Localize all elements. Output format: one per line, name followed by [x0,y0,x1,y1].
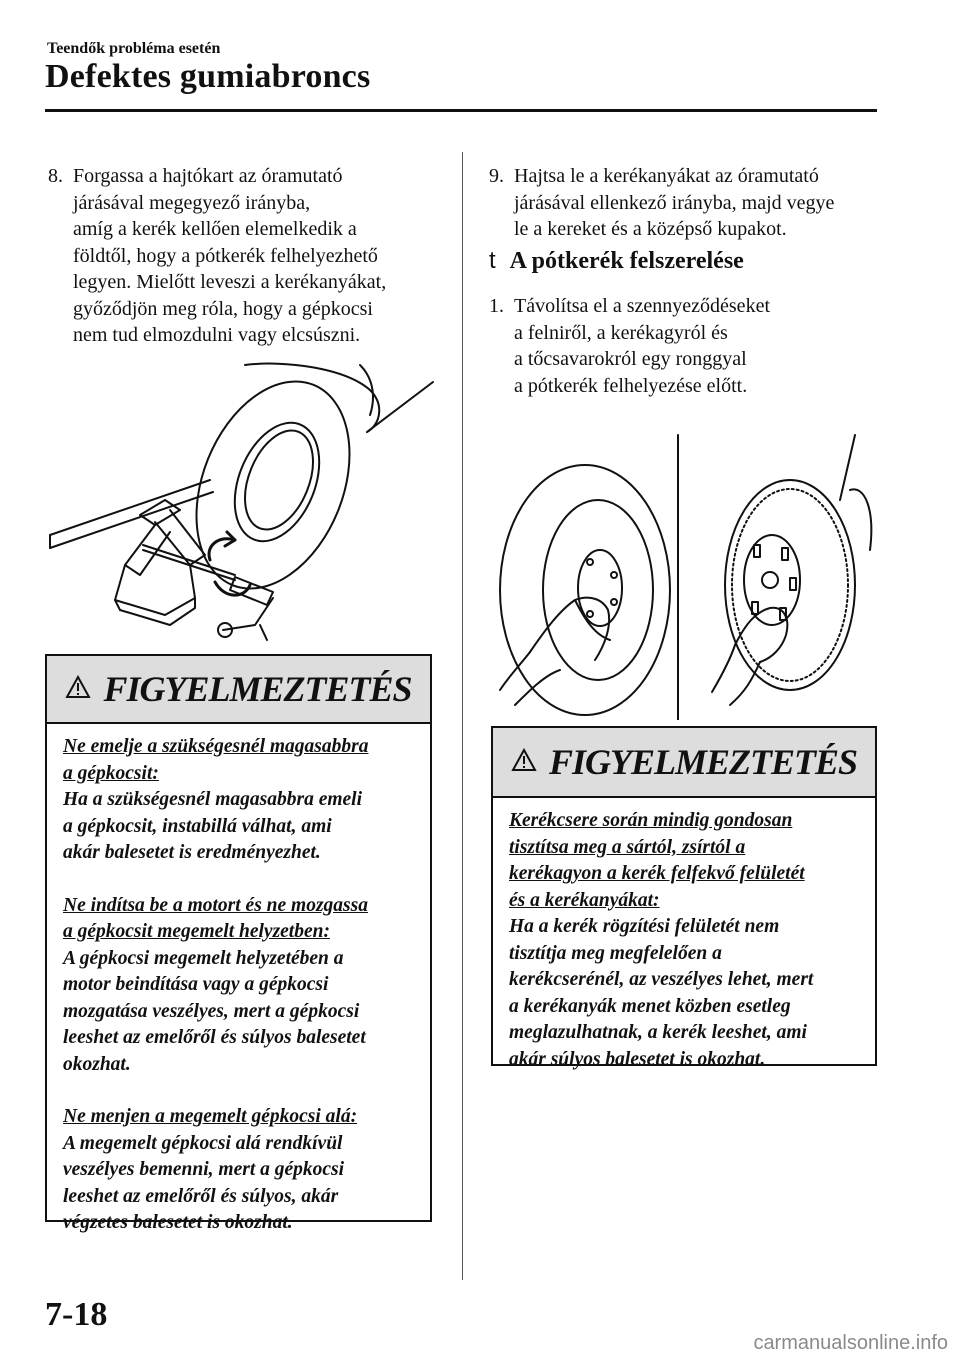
step-line: a felniről, a kerékagyról és [514,321,728,344]
warning-title-line: tisztítsa meg a sártól, zsírtól a [509,836,746,858]
jack-lifting-wheel-illustration [45,360,435,650]
warning-text-line: akár súlyos balesetet is okozhat. [509,1048,766,1070]
warning-text-line: okozhat. [63,1053,131,1075]
title-rule [45,109,877,112]
step-line: a pótkerék felhelyezése előtt. [514,374,748,397]
warning-header [47,656,430,724]
page-title: Defektes gumiabroncs [45,58,371,95]
step-line: járásával megegyező irányba, [73,191,311,214]
step-line: a tőcsavarokról egy ronggyal [514,348,747,370]
warning-text-line: leeshet az emelőről és súlyos, akár [63,1185,339,1207]
step-8 [48,163,448,349]
step-number: 8. [48,165,63,187]
warning-text-line: akár balesetet is eredményezhet. [63,842,321,863]
warning-text-line: A gépkocsi megemelt helyzetében a [63,947,344,969]
warning-text-line: motor beindítása vagy a gépkocsi [63,974,329,995]
warning-heading: FIGYELMEZTETÉS [103,669,412,709]
step-line: járásával ellenkező irányba, majd vegye [514,191,835,214]
step-line: földtől, hogy a pótkerék felhelyezhető [73,244,378,267]
warning-title-line: a gépkocsit megemelt helyzetben: [63,921,330,942]
warning-title-line: Ne emelje a szükségesnél magasabbra [63,736,369,757]
warning-text-line: végzetes balesetet is okozhat. [63,1212,293,1233]
step-number: 9. [489,165,504,187]
step-line: amíg a kerék kellően elemelkedik a [73,218,357,240]
step-line: győződjön meg róla, hogy a gépkocsi [73,297,373,320]
warning-text-line: meglazulhatnak, a kerék leeshet, ami [509,1022,807,1043]
warning-title-line: és a kerékanyákat: [509,889,660,911]
warning-text-line: Ha a szükségesnél magasabbra emeli [63,789,363,810]
warning-box [491,726,877,1070]
warning-text-line: Ha a kerék rögzítési felületét nem [509,916,780,937]
watermark: carmanualsonline.info [753,1332,948,1354]
warning-box [45,654,432,1233]
section-label: Teendők probléma esetén [47,40,221,57]
warning-title-line: a gépkocsit: [63,762,159,784]
subheading-text: A pótkerék felszerelése [509,248,744,274]
step-line: Hajtsa le a kerékanyákat az óramutató [514,165,819,187]
warning-header [493,728,875,798]
step-line: le a kereket és a középső kupakot. [514,218,787,240]
warning-text-line: veszélyes bemenni, mert a gépkocsi [63,1159,345,1180]
warning-text-line: mozgatása veszélyes, mert a gépkocsi [63,1000,360,1022]
page-number: 7-18 [45,1296,108,1333]
step-line: legyen. Mielőtt leveszi a kerékanyákat, [73,271,387,293]
warning-text-line: A megemelt gépkocsi alá rendkívül [63,1132,343,1154]
warning-title-line: Ne menjen a megemelt gépkocsi alá: [63,1106,358,1127]
subheading [489,247,744,275]
warning-text-line: a gépkocsit, instabillá válhat, ami [63,815,332,837]
warning-title-line: Ne indítsa be a motort és ne mozgassa [63,894,368,916]
warning-triangle-icon [65,675,91,704]
step-line: Forgassa a hajtókart az óramutató [73,165,343,187]
warning-heading: FIGYELMEZTETÉS [548,742,858,782]
warning-title-line: Kerékcsere során mindig gondosan [509,810,793,831]
warning-text-line: tisztítja meg megfelelően a [509,942,722,964]
column-divider [462,152,463,1280]
warning-text-line: a kerékanyák menet közben esetleg [509,995,791,1017]
subheading-marker: t [489,247,496,274]
warning-body [47,724,430,1237]
step-1 [489,293,879,399]
warning-text-line: kerékcserénél, az veszélyes lehet, mert [509,969,814,990]
step-line: nem tud elmozdulni vagy elcsúszni. [73,324,361,346]
cleaning-wheel-hub-illustration [490,430,880,720]
warning-triangle-icon [511,748,537,777]
step-9 [489,163,879,243]
step-number: 1. [489,295,504,317]
step-line: Távolítsa el a szennyeződéseket [514,295,770,317]
warning-body [493,798,875,1073]
warning-title-line: kerékagyon a kerék felfekvő felületét [509,863,805,884]
warning-text-line: leeshet az emelőről és súlyos balesetet [63,1027,366,1048]
